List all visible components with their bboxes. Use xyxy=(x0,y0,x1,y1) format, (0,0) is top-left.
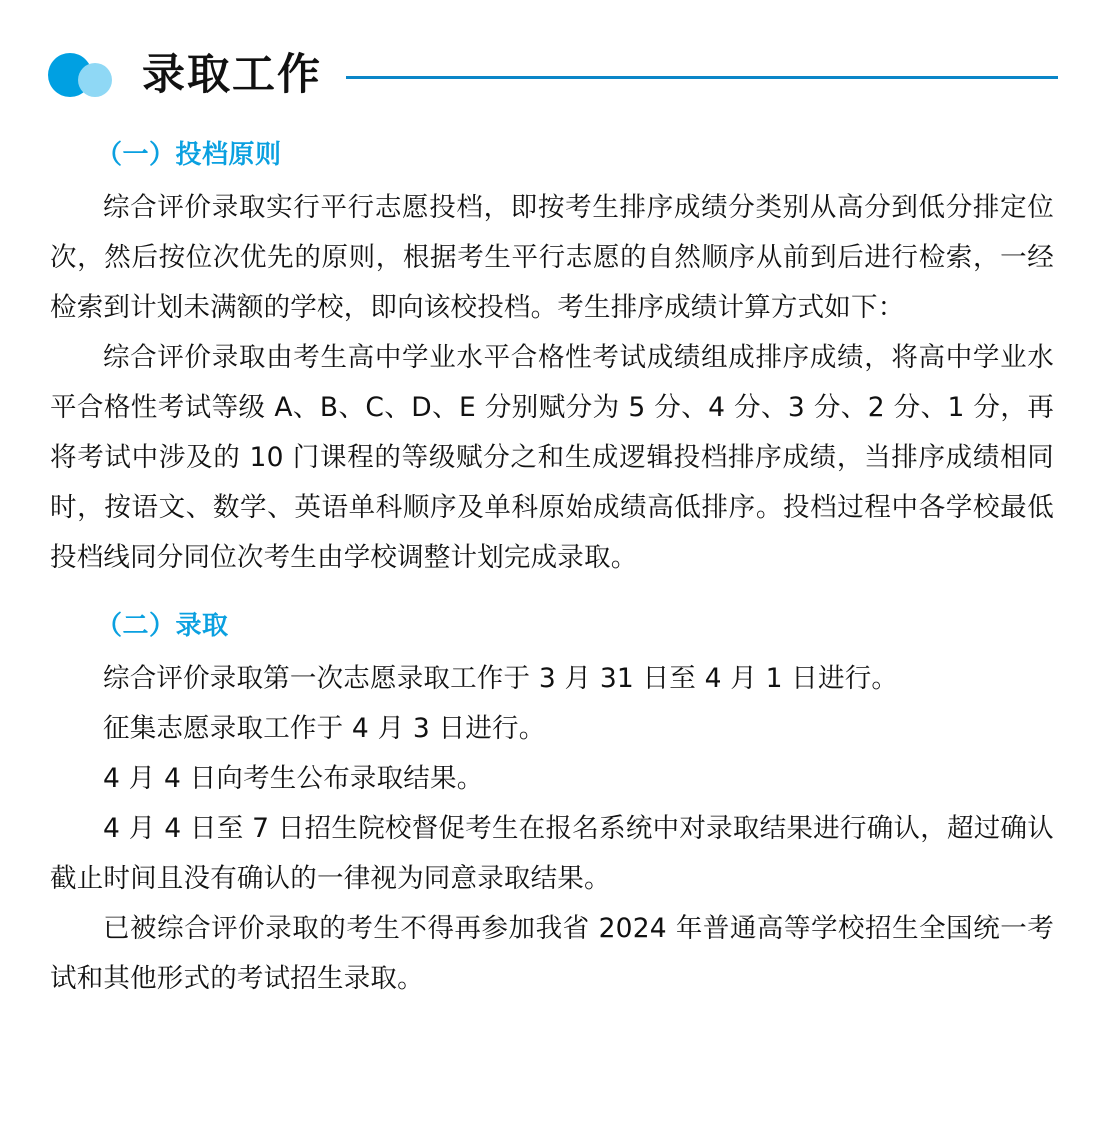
paragraph: 4 月 4 日至 7 日招生院校督促考生在报名系统中对录取结果进行确认，超过确认截止时间且没有确认的一律视为同意录取结果。 xyxy=(50,813,1054,894)
paragraph: 4 月 4 日向考生公布录取结果。 xyxy=(103,763,484,794)
paragraph: 综合评价录取实行平行志愿投档，即按考生排序成绩分类别从高分到低分排定位次，然后按位次优先的原则，根据考生平行志愿的自然顺序从前到后进行检索，一经检索到计划未满额的学校，即向该校投档。考生排序成绩计算方式如下： xyxy=(50,192,1054,323)
header-divider xyxy=(346,76,1058,79)
page-title: 录取工作 xyxy=(142,49,322,100)
section-heading-2: （二）录取 xyxy=(96,611,229,641)
logo-circle-secondary xyxy=(78,63,112,97)
paragraph: 综合评价录取由考生高中学业水平合格性考试成绩组成排序成绩，将高中学业水平合格性考试等级 A、B、C、D、E 分别赋分为 5 分、4 分、3 分、2 分、1 分，再将考试中涉及的 10 门课程的等级赋分之和生成逻辑投档排序成绩，当排序成绩相同时，按语文、数学、英语单科顺序及单科原始成绩高低排序。投档过程中各学校最低投档线同分同位次考生由学校调整计划完成录取。 xyxy=(50,342,1054,573)
paragraph: 已被综合评价录取的考生不得再参加我省 2024 年普通高等学校招生全国统一考试和其他形式的考试招生录取。 xyxy=(50,913,1054,994)
paragraph: 征集志愿录取工作于 4 月 3 日进行。 xyxy=(103,713,546,744)
document-body xyxy=(44,136,1058,1004)
two-overlapping-circles-logo-icon xyxy=(48,53,126,97)
page-header xyxy=(44,40,1058,110)
section-heading-1: （一）投档原则 xyxy=(96,140,282,170)
paragraph: 综合评价录取第一次志愿录取工作于 3 月 31 日至 4 月 1 日进行。 xyxy=(103,663,899,694)
